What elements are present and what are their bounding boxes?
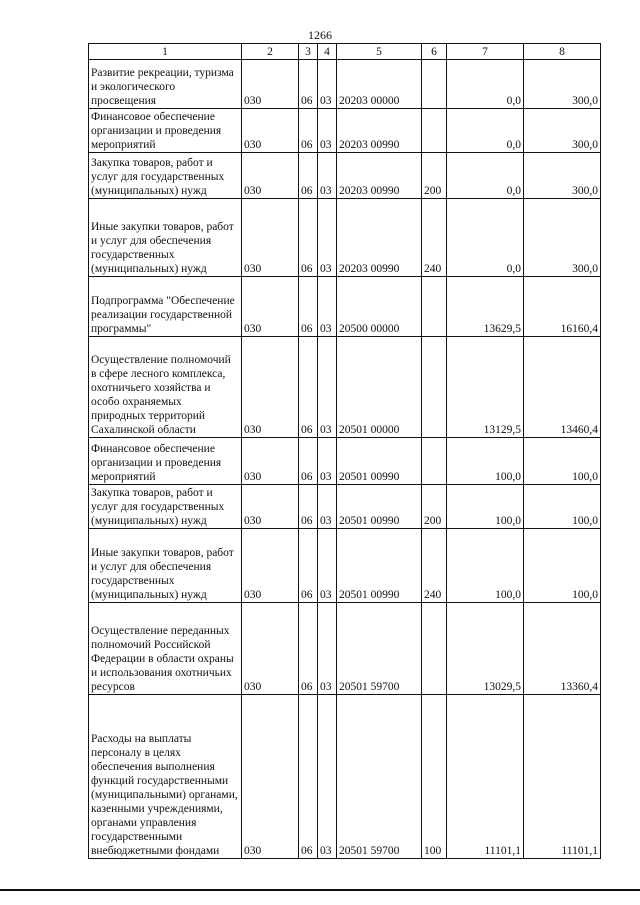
col-header: 7 [447,44,524,60]
table-row [89,438,601,485]
value-col7: 11101,1 [447,695,524,859]
row-name: Осуществление полномочий в сфере лесного комплекса, охотничьего хозяйства и особо охраняемых природных территорий Сахалинской области [89,337,242,438]
row-name: Иные закупки товаров, работ и услуг для обеспечения государственных (муниципальных) нужд [89,529,242,603]
table-row [89,337,601,438]
target-code: 20203 00990 [337,109,422,153]
value-col8: 300,0 [524,109,601,153]
section-code: 06 [299,529,318,603]
value-col8: 100,0 [524,529,601,603]
table-row [89,153,601,199]
value-col8: 100,0 [524,485,601,529]
admin-code: 030 [242,603,299,695]
section-code: 06 [299,438,318,485]
expense-type-code [422,337,447,438]
subsection-code: 03 [318,60,337,109]
subsection-code: 03 [318,337,337,438]
value-col7: 0,0 [447,109,524,153]
target-code: 20203 00990 [337,199,422,277]
row-name: Иные закупки товаров, работ и услуг для обеспечения государственных (муниципальных) нужд [89,199,242,277]
admin-code: 030 [242,277,299,337]
admin-code: 030 [242,153,299,199]
expense-type-code: 240 [422,199,447,277]
target-code: 20501 59700 [337,695,422,859]
section-code: 06 [299,153,318,199]
expense-type-code: 200 [422,485,447,529]
expense-type-code: 240 [422,529,447,603]
expense-type-code [422,438,447,485]
target-code: 20501 00990 [337,485,422,529]
value-col8: 11101,1 [524,695,601,859]
section-code: 06 [299,60,318,109]
expense-type-code [422,603,447,695]
section-code: 06 [299,337,318,438]
admin-code: 030 [242,199,299,277]
table-row [89,199,601,277]
section-code: 06 [299,485,318,529]
subsection-code: 03 [318,695,337,859]
table-row [89,529,601,603]
table-row [89,695,601,859]
section-code: 06 [299,603,318,695]
row-name: Финансовое обеспечение организации и проведения мероприятий [89,438,242,485]
admin-code: 030 [242,485,299,529]
subsection-code: 03 [318,153,337,199]
subsection-code: 03 [318,109,337,153]
section-code: 06 [299,277,318,337]
table-row [89,485,601,529]
value-col8: 100,0 [524,438,601,485]
value-col7: 100,0 [447,485,524,529]
bottom-rule [0,889,640,891]
row-name: Закупка товаров, работ и услуг для государственных (муниципальных) нужд [89,153,242,199]
col-header: 6 [422,44,447,60]
row-name: Расходы на выплаты персоналу в целях обеспечения выполнения функций государственными (муниципальными) органами, казенными учреждениями, органами управления государственными внебюджетными фондами [89,695,242,859]
value-col8: 300,0 [524,199,601,277]
section-code: 06 [299,109,318,153]
value-col7: 100,0 [447,529,524,603]
value-col7: 13129,5 [447,337,524,438]
value-col7: 0,0 [447,199,524,277]
admin-code: 030 [242,109,299,153]
subsection-code: 03 [318,277,337,337]
table-row [89,109,601,153]
col-header: 4 [318,44,337,60]
target-code: 20501 00000 [337,337,422,438]
page-number: 1266 [308,28,332,42]
row-name: Подпрограмма "Обеспечение реализации государственной программы" [89,277,242,337]
subsection-code: 03 [318,485,337,529]
value-col7: 0,0 [447,153,524,199]
value-col7: 13629,5 [447,277,524,337]
admin-code: 030 [242,438,299,485]
admin-code: 030 [242,60,299,109]
row-name: Осуществление переданных полномочий Российской Федерации в области охраны и использования охотничьих ресурсов [89,603,242,695]
target-code: 20501 00990 [337,438,422,485]
col-header: 3 [299,44,318,60]
expense-type-code [422,109,447,153]
header-row [89,44,601,60]
value-col8: 300,0 [524,153,601,199]
row-name: Финансовое обеспечение организации и проведения мероприятий [89,109,242,153]
col-header: 8 [524,44,601,60]
value-col7: 13029,5 [447,603,524,695]
target-code: 20501 59700 [337,603,422,695]
row-name: Закупка товаров, работ и услуг для государственных (муниципальных) нужд [89,485,242,529]
admin-code: 030 [242,337,299,438]
target-code: 20500 00000 [337,277,422,337]
value-col8: 13460,4 [524,337,601,438]
row-name: Развитие рекреации, туризма и экологического просвещения [89,60,242,109]
col-header: 1 [89,44,242,60]
value-col8: 300,0 [524,60,601,109]
value-col8: 16160,4 [524,277,601,337]
value-col7: 100,0 [447,438,524,485]
value-col7: 0,0 [447,60,524,109]
expense-type-code: 100 [422,695,447,859]
table-row [89,277,601,337]
table-row [89,603,601,695]
col-header: 5 [337,44,422,60]
subsection-code: 03 [318,199,337,277]
expense-type-code [422,277,447,337]
subsection-code: 03 [318,438,337,485]
section-code: 06 [299,199,318,277]
expense-type-code [422,60,447,109]
section-code: 06 [299,695,318,859]
admin-code: 030 [242,695,299,859]
expense-type-code: 200 [422,153,447,199]
target-code: 20203 00990 [337,153,422,199]
table-row [89,60,601,109]
col-header: 2 [242,44,299,60]
target-code: 20203 00000 [337,60,422,109]
value-col8: 13360,4 [524,603,601,695]
subsection-code: 03 [318,603,337,695]
subsection-code: 03 [318,529,337,603]
admin-code: 030 [242,529,299,603]
budget-table [88,43,601,859]
target-code: 20501 00990 [337,529,422,603]
